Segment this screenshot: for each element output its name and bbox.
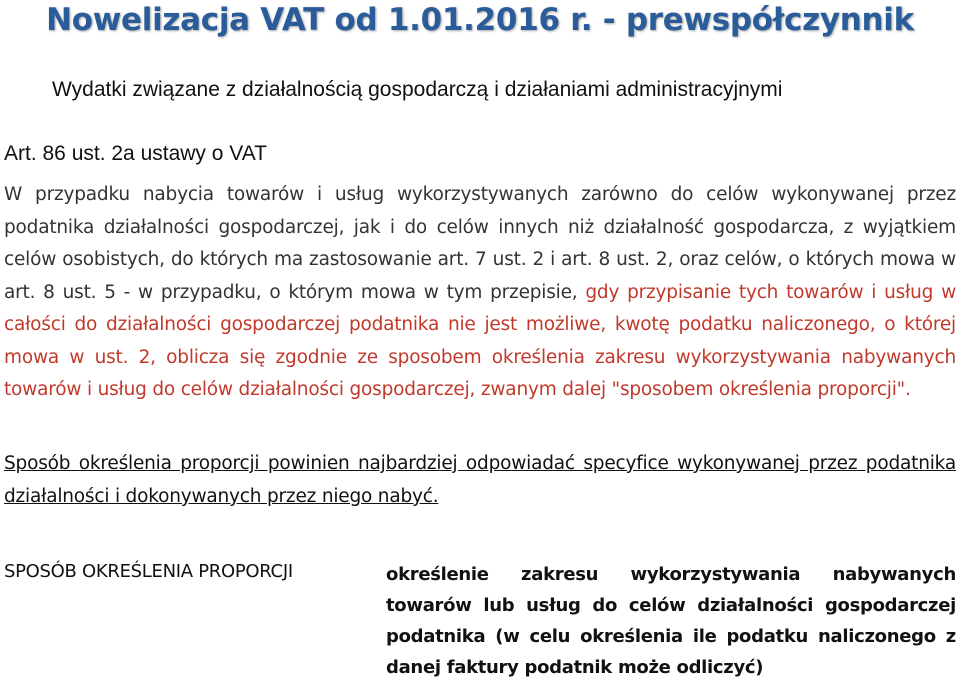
definition-term: SPOSÓB OKREŚLENIA PROPORCJI (4, 561, 293, 582)
slide-subtitle: Wydatki związane z działalnością gospodarczą i działaniami administracyjnymi (52, 78, 783, 101)
law-paragraph (4, 179, 956, 407)
paragraph-part-1: W przypadku nabycia towarów i usług wykorzystywanych zarówno do celów wykonywanej przez podatnika działalności gospodarczej, jak i do celów innych niż działalność gospodarcza, z wyjątkiem celów osobistych, do których ma zastosowanie art. 7 ust. 2 i art. 8 ust. 2, oraz celów, o których mowa w art. 8 ust. 5 - w przypadku, o którym mowa w tym przepisie, (4, 184, 956, 303)
article-reference: Art. 86 ust. 2a ustawy o VAT (4, 142, 268, 165)
slide-title: Nowelizacja VAT od 1.01.2016 r. - prewspółczynnik (46, 2, 914, 38)
paragraph-highlight: gdy przypisanie tych towarów i usług w całości do działalności gospodarczej podatnika nie jest możliwe, kwotę podatku naliczonego, o której mowa w ust. 2, oblicza się zgodnie ze sposobem określenia zakresu wykorzystywania nabywanych towarów i usług do celów działalności gospodarczej, zwanym dalej "sposobem określenia proporcji". (4, 281, 956, 400)
definition-text: określenie zakresu wykorzystywania nabywanych towarów lub usług do celów działalności gospodarczej podatnika (w celu określenia ile podatku naliczonego z danej faktury podatnik może odliczyć) (386, 564, 956, 678)
proportion-note: Sposób określenia proporcji powinien najbardziej odpowiadać specyfice wykonywanej przez podatnika działalności i dokonywanych przez niego nabyć. (4, 453, 956, 507)
